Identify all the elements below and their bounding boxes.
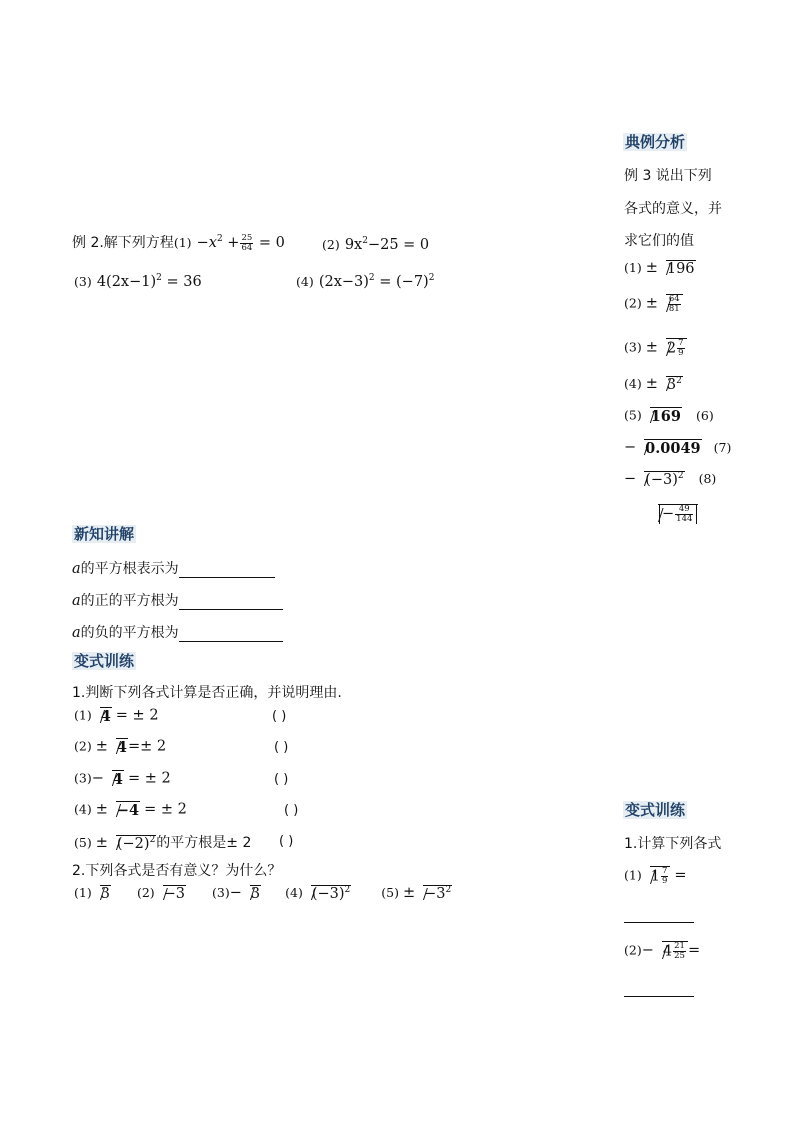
example2-eq3: (3) $4(2x-1)^2 = 36$ (74, 273, 202, 290)
answer-paren-1[interactable]: ( ) (272, 709, 287, 724)
variant-q1-item-5: $(5) \pm (-2)^2$的平方根是± 2 (74, 835, 252, 852)
sqrt-3-squared: $3^2$ (659, 376, 683, 393)
sqrt-abs-49-144: − $\frac{49}{144}$ (651, 504, 698, 524)
sqrt-169: 169 (643, 407, 682, 425)
section-heading-examples: 典例分析 (625, 133, 686, 151)
example3-item-5-6: (5) 169 (6) (624, 407, 714, 425)
answer-blank-1[interactable] (179, 577, 275, 578)
example3-text-line3: 求它们的值 (624, 233, 694, 249)
example2-eq4: (4) $(2x-3)^2 = (-7)^2$ (296, 273, 435, 290)
example3-item-3: (3) ± 2 $\frac{7}{9}$ (624, 338, 687, 358)
answer-blank-2[interactable] (179, 609, 283, 610)
right-variant-q1: 1.计算下列各式 (624, 836, 722, 852)
section-heading-variant-right: 变式训练 (625, 801, 686, 819)
example3-text-line2: 各式的意义，并 (624, 201, 722, 217)
right-variant-item-1: (1) 1 $\frac{7}{9}$ = (624, 866, 687, 886)
variant-q1: 1.判断下列各式计算是否正确，并说明理由. (72, 685, 342, 701)
answer-paren-4[interactable]: ( ) (284, 803, 299, 818)
example2-eq2: (2) $9x^2-25 = 0$ (322, 236, 430, 253)
variant-q2-items: (1) 3 (2) −3 (3)− 3 (4) $(-3)^2$ $(5) \pm -3^2$ (74, 885, 452, 902)
answer-paren-3[interactable]: ( ) (274, 772, 289, 787)
example3-item-4: $(4) \pm 3^2$ (624, 376, 682, 393)
answer-paren-5[interactable]: ( ) (279, 834, 294, 849)
variant-q1-item-2: (2) ± 4=± 2 (74, 738, 167, 756)
sqrt-2-7-9: 2 $\frac{7}{9}$ (659, 338, 687, 358)
example3-text-line1: 例 3 说出下列 (624, 168, 712, 184)
answer-blank-right-2[interactable] (624, 986, 694, 997)
variant-q1-item-3: (3)− 4 = ± 2 (74, 770, 171, 788)
example3-item-2: (2) ± $\frac{64}{81}$ (624, 294, 683, 314)
answer-blank-3[interactable] (179, 641, 283, 642)
section-heading-variant: 变式训练 (74, 652, 135, 670)
section-heading-new-knowledge: 新知讲解 (74, 525, 135, 543)
knowledge-line-2: a的正的平方根为 (72, 590, 283, 610)
knowledge-line-3: a的负的平方根为 (72, 622, 283, 642)
example3-item-8-expr (650, 504, 698, 524)
sqrt-0.0049: 0.0049 (637, 439, 702, 457)
variant-q1-item-1: (1) 4 = ± 2 (74, 707, 159, 725)
example3-item-1: (1) ± 196 (624, 260, 695, 277)
example2-line1: 例 2.解下列方程$(1) -x^2$ + $\frac{25}{64}$ = 0 (72, 232, 285, 253)
variant-q2: 2.下列各式是否有意义？为什么？ (72, 863, 282, 879)
sqrt-neg3-squared: $(-3)^2$ (637, 471, 684, 488)
equation-1: $-x^2$ + $\frac{25}{64}$ = 0 (196, 232, 285, 253)
sqrt-196: 196 (659, 260, 696, 277)
sqrt-64-over-81: $\frac{64}{81}$ (659, 294, 683, 314)
right-variant-item-2: (2)− 4 $\frac{21}{25}$ = (624, 941, 701, 961)
answer-blank-right-1[interactable] (624, 912, 694, 923)
answer-paren-2[interactable]: ( ) (274, 740, 289, 755)
knowledge-line-1: a的平方根表示为 (72, 558, 275, 578)
variant-q1-item-4: (4) ± −4 = ± 2 (74, 801, 187, 819)
example3-item-6-7: − 0.0049 (7) (624, 439, 732, 457)
example3-item-7-8: − $(-3)^2$ (8) (624, 471, 717, 488)
